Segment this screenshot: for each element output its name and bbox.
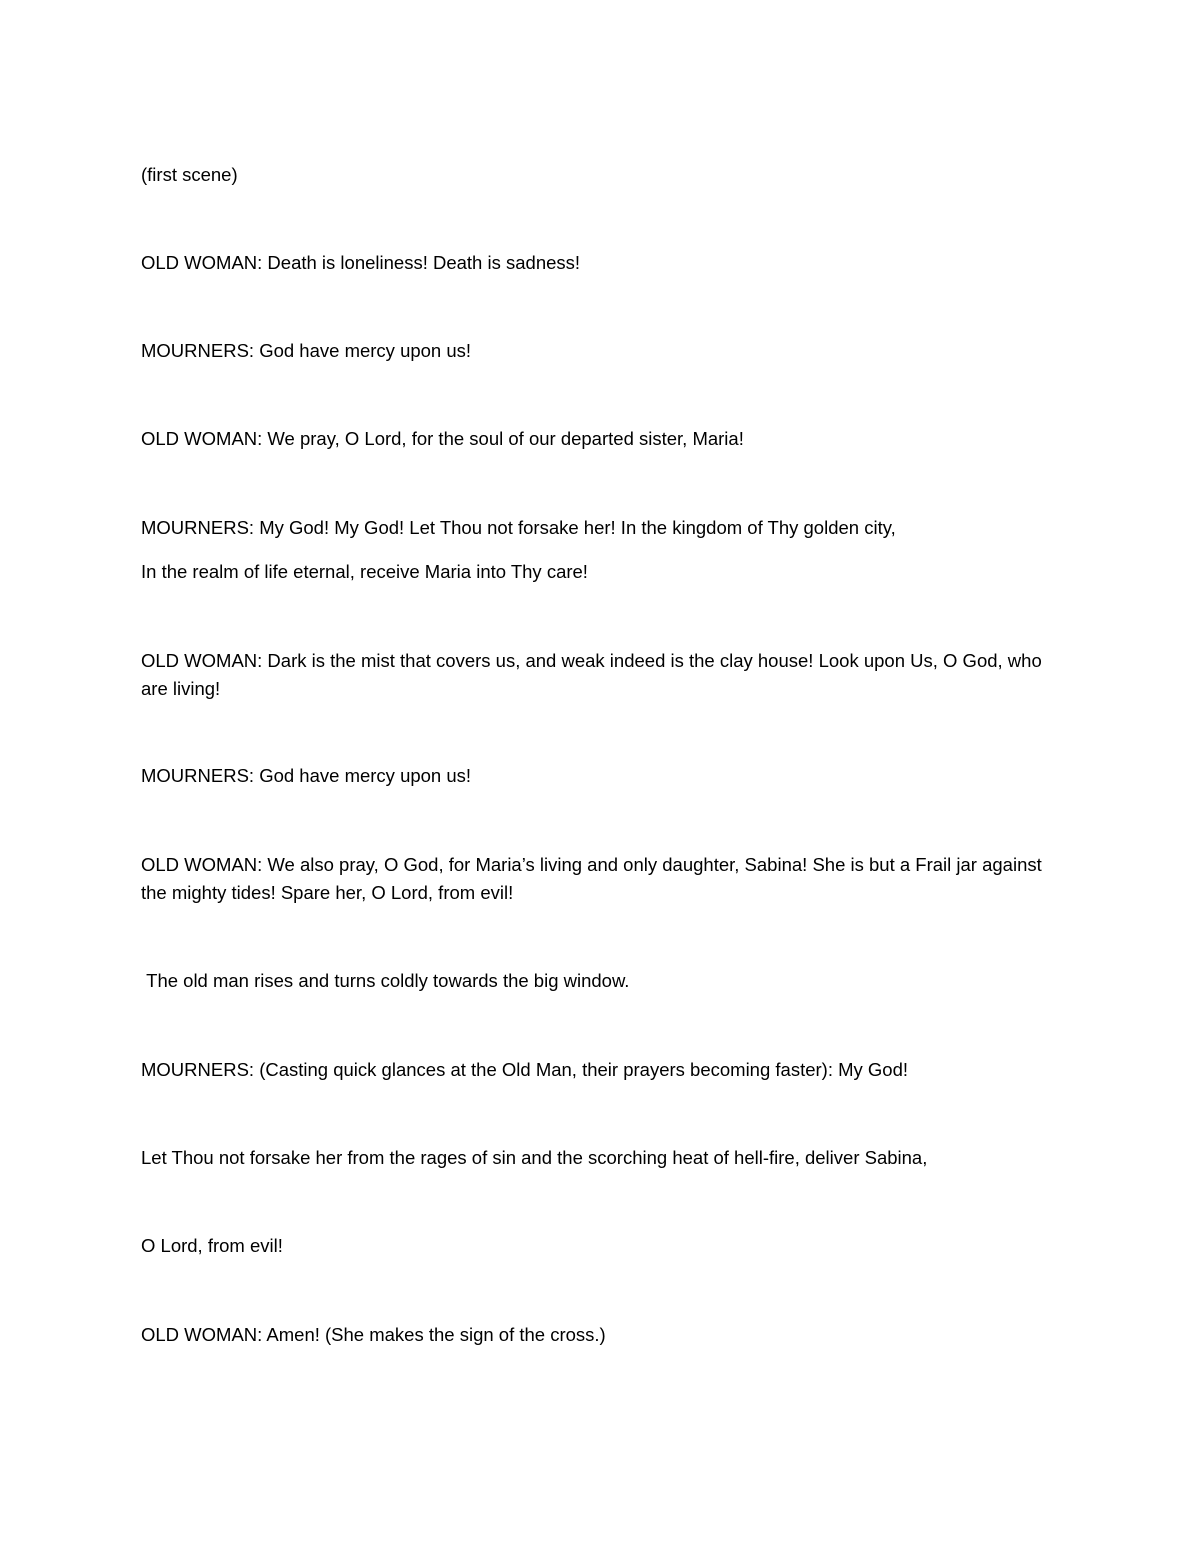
- dialogue-old-woman-4: OLD WOMAN: We also pray, O God, for Maria’s living and only daughter, Sabina! She is but a Frail jar against the mighty tides! Spare her, O Lord, from evil!: [141, 853, 1047, 903]
- dialogue-old-woman-3: OLD WOMAN: Dark is the mist that covers us, and weak indeed is the clay house! Look upon Us, O God, who are living!: [141, 649, 1047, 699]
- dialogue-old-woman-2: OLD WOMAN: We pray, O Lord, for the soul of our departed sister, Maria!: [141, 427, 744, 449]
- dialogue-mourners-2-continued: In the realm of life eternal, receive Maria into Thy care!: [141, 560, 588, 582]
- dialogue-old-woman-1: OLD WOMAN: Death is loneliness! Death is sadness!: [141, 251, 581, 273]
- scene-heading: (first scene): [141, 163, 238, 185]
- dialogue-mourners-1: MOURNERS: God have mercy upon us!: [141, 339, 472, 361]
- dialogue-old-woman-5: OLD WOMAN: Amen! (She makes the sign of the cross.): [141, 1323, 606, 1345]
- dialogue-mourners-3: MOURNERS: God have mercy upon us!: [141, 764, 472, 786]
- dialogue-mourners-2: MOURNERS: My God! My God! Let Thou not forsake her! In the kingdom of Thy golden city,: [141, 516, 896, 538]
- stage-direction: The old man rises and turns coldly towards the big window.: [141, 969, 630, 991]
- dialogue-mourners-4: MOURNERS: (Casting quick glances at the Old Man, their prayers becoming faster): My God!: [141, 1058, 909, 1080]
- dialogue-mourners-4-continued: Let Thou not forsake her from the rages of sin and the scorching heat of hell-fire, deliver Sabina,: [141, 1146, 928, 1168]
- dialogue-mourners-4-end: O Lord, from evil!: [141, 1234, 283, 1256]
